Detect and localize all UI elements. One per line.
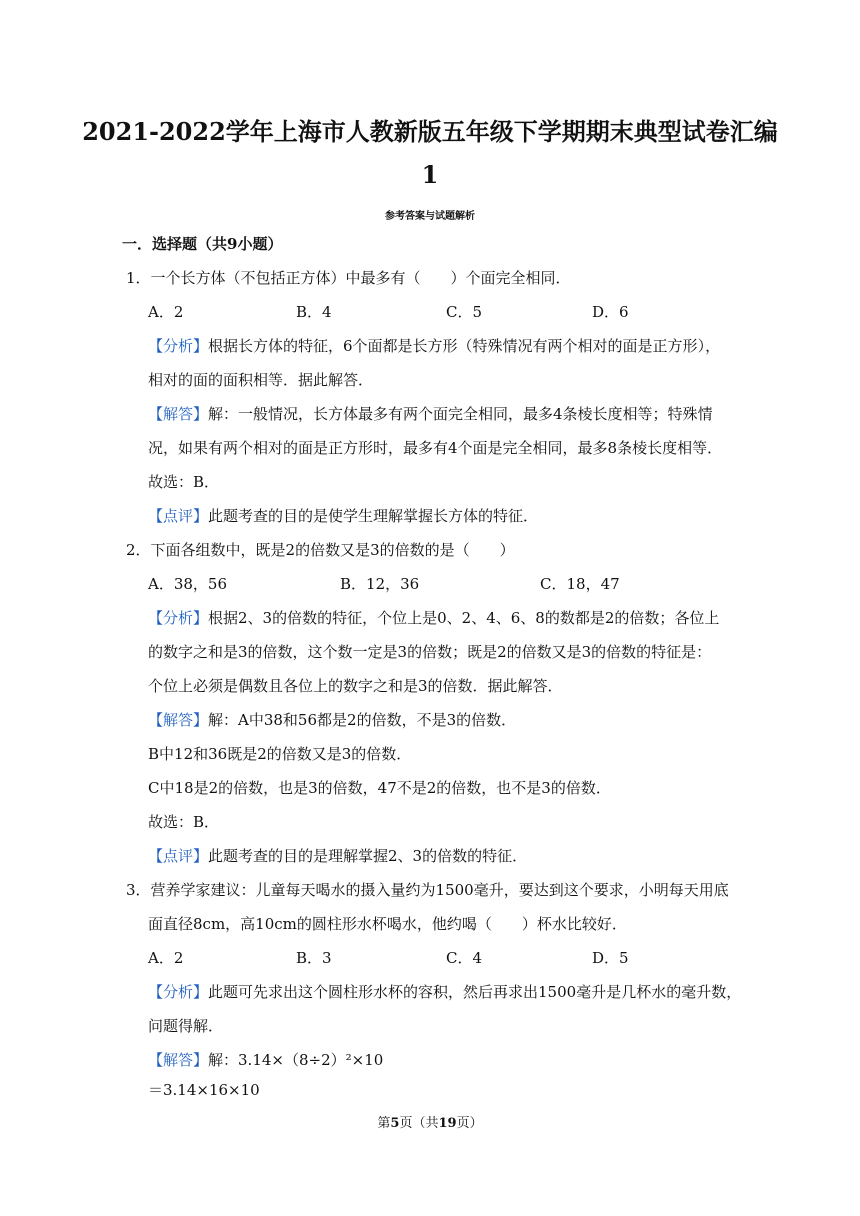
question-2-answer-line3: C中18是2的倍数，也是3的倍数，47不是2的倍数，也不是3的倍数． bbox=[148, 779, 611, 797]
question-2-comment: 【点评】此题考查的目的是理解掌握2、3的倍数的特征． bbox=[148, 847, 528, 865]
document-subtitle: 参考答案与试题解析 bbox=[385, 211, 475, 222]
question-1-comment: 【点评】此题考查的目的是使学生理解掌握长方体的特征． bbox=[148, 507, 539, 525]
option-c: C．4 bbox=[446, 949, 483, 967]
question-2-analysis-line2: 的数字之和是3的倍数，这个数一定是3的倍数；既是2的倍数又是3的倍数的特征是： bbox=[148, 643, 712, 661]
question-1-answer-line2: 况，如果有两个相对的面是正方形时，最多有4个面是完全相同，最多8条棱长度相等． bbox=[148, 439, 723, 457]
document-title-line2: 1 bbox=[421, 160, 439, 189]
section-heading: 一．选择题（共9小题） bbox=[122, 235, 283, 253]
question-1-analysis-line2: 相对的面的面积相等．据此解答． bbox=[148, 371, 374, 389]
question-3-answer-line1: 【解答】解：3.14×（8÷2）²×10 bbox=[148, 1051, 384, 1069]
analysis-tag: 【分析】 bbox=[148, 337, 209, 355]
current-page-number: 5 bbox=[390, 1116, 400, 1131]
document-title-line1: 2021-2022学年上海市人教新版五年级下学期期末典型试卷汇编 bbox=[82, 117, 778, 146]
option-b: B．12，36 bbox=[340, 575, 420, 593]
question-3-analysis-line2: 问题得解． bbox=[148, 1017, 224, 1035]
question-2-analysis-line3: 个位上必须是偶数且各位上的数字之和是3的倍数．据此解答． bbox=[148, 677, 563, 695]
option-b: B．4 bbox=[296, 303, 332, 321]
question-1-stem: 1．一个长方体（不包括正方体）中最多有（ ）个面完全相同． bbox=[126, 269, 571, 287]
comment-tag: 【点评】 bbox=[148, 847, 209, 865]
question-2-answer-line4: 故选：B． bbox=[148, 813, 220, 831]
analysis-tag: 【分析】 bbox=[148, 609, 209, 627]
question-3-analysis-line1: 【分析】此题可先求出这个圆柱形水杯的容积，然后再求出1500毫升是几杯水的毫升数， bbox=[148, 983, 742, 1001]
option-c: C．5 bbox=[446, 303, 483, 321]
option-b: B．3 bbox=[296, 949, 332, 967]
analysis-tag: 【分析】 bbox=[148, 983, 209, 1001]
option-a: A．2 bbox=[148, 303, 184, 321]
question-2-stem: 2．下面各组数中，既是2的倍数又是3的倍数的是（ ） bbox=[126, 541, 515, 559]
answer-tag: 【解答】 bbox=[148, 711, 209, 729]
question-3-answer-line2: ＝3.14×16×10 bbox=[148, 1081, 260, 1099]
answer-tag: 【解答】 bbox=[148, 405, 209, 423]
question-2-answer-line2: B中12和36既是2的倍数又是3的倍数． bbox=[148, 745, 412, 763]
option-a: A．38，56 bbox=[148, 575, 228, 593]
question-1-analysis-line1: 【分析】根据长方体的特征，6个面都是长方形（特殊情况有两个相对的面是正方形）， bbox=[148, 337, 721, 355]
question-2-answer-line1: 【解答】解：A中38和56都是2的倍数，不是3的倍数． bbox=[148, 711, 517, 729]
answer-tag: 【解答】 bbox=[148, 1051, 209, 1069]
question-3-stem-line2: 面直径8cm，高10cm的圆柱形水杯喝水，他约喝（ ）杯水比较好． bbox=[148, 915, 627, 933]
total-page-count: 19 bbox=[438, 1116, 457, 1131]
comment-tag: 【点评】 bbox=[148, 507, 209, 525]
question-1-answer-line1: 【解答】解：一般情况，长方体最多有两个面完全相同，最多4条棱长度相等；特殊情 bbox=[148, 405, 713, 423]
question-2-analysis-line1: 【分析】根据2、3的倍数的特征，个位上是0、2、4、6、8的数都是2的倍数；各位上 bbox=[148, 609, 720, 627]
page-footer: 第5页（共19页） bbox=[377, 1116, 483, 1131]
option-c: C．18，47 bbox=[540, 575, 620, 593]
question-1-answer-line3: 故选：B． bbox=[148, 473, 220, 491]
option-d: D．6 bbox=[592, 303, 629, 321]
option-a: A．2 bbox=[148, 949, 184, 967]
option-d: D．5 bbox=[592, 949, 629, 967]
question-3-stem-line1: 3．营养学家建议：儿童每天喝水的摄入量约为1500毫升，要达到这个要求，小明每天用底 bbox=[126, 881, 729, 899]
